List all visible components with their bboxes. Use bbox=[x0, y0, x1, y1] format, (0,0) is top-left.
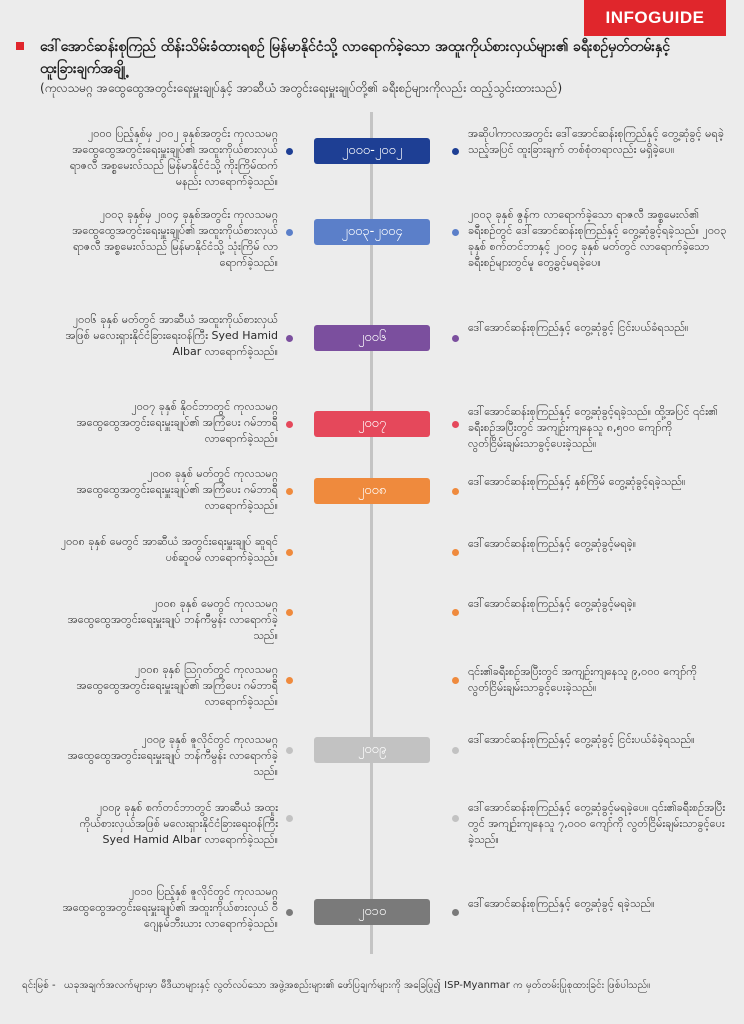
source-label: ရင်းမြစ် - bbox=[22, 980, 56, 991]
right-dot-marker bbox=[452, 488, 459, 495]
entry-visit-text: ၂၀၁၀ ပြည့်နှစ် ဇူလိုင်တွင် ကုလသမဂ္ဂ အထွေထွေအတွင်းရေးမှူးချုပ်၏ အထူးကိုယ်စားလှယ် ဝီဂျေနမ်ဘီးယား လာရောက်ခဲ့သည်။ bbox=[62, 885, 278, 930]
left-dot-marker bbox=[286, 815, 293, 822]
year-pill: ၂၀၀၈ bbox=[314, 478, 430, 504]
left-dot-marker bbox=[286, 609, 293, 616]
entry-visit-text: ၂၀၀၆ ခုနှစ် မတ်တွင် အာဆီယံ အထူးကိုယ်စားလှယ်အဖြစ် မလေးရှားနိုင်ငံခြားရေးဝန်ကြီး Syed Hamid Albar လာရောက်ခဲ့သည်။ bbox=[65, 313, 278, 358]
left-dot-marker bbox=[286, 747, 293, 754]
left-dot-marker bbox=[286, 677, 293, 684]
entry-visit-text: ၂၀၀၈ ခုနှစ် ဩဂုတ်တွင် ကုလသမဂ္ဂ အထွေထွေအတွင်းရေးမှူးချုပ်၏ အကြံပေး ဂမ်ဘာရီ လာရောက်ခဲ့သည်။ bbox=[76, 663, 278, 708]
entry-visit-text: ၂၀၀၈ ခုနှစ် မေတွင် အာဆီယံ အတွင်းရေးမှူးချုပ် ဆူရင်ပစ်ဆူဝမ် လာရောက်ခဲ့သည်။ bbox=[60, 535, 278, 564]
right-dot-marker bbox=[452, 335, 459, 342]
right-dot-marker bbox=[452, 549, 459, 556]
entry-visit-text: ၂၀၀၉ ခုနှစ် စက်တင်ဘာတွင် အာဆီယံ အထူးကိုယ်စားလှယ်အဖြစ် မလေးရှားနိုင်ငံခြားရေးဝန်ကြီး Syed Hamid Albar လာရောက်ခဲ့သည်။ bbox=[79, 801, 278, 846]
left-dot-marker bbox=[286, 488, 293, 495]
left-dot-marker bbox=[286, 421, 293, 428]
year-pill: ၂၀၀၆ bbox=[314, 325, 430, 351]
left-dot-marker bbox=[286, 148, 293, 155]
entry-outcome-text: ဒေါ်အောင်ဆန်းစုကြည်နှင့် တွေ့ဆုံခွင့် ရခဲ့သည်။ bbox=[468, 897, 655, 910]
year-pill: ၂၀၁၀ bbox=[314, 899, 430, 925]
page-subtitle: (ကုလသမဂ္ဂ အထွေထွေအတွင်းရေးမှူးချုပ်နှင့် အာဆီယံ အတွင်းရေးမှူးချုပ်တို့၏ ခရီးစဉ်များကိုလည်း ထည့်သွင်းထားသည်) bbox=[40, 81, 563, 95]
year-pill: ၂၀၀၉ bbox=[314, 737, 430, 763]
entry-visit-text: ၂၀၀၈ ခုနှစ် မေတွင် ကုလသမဂ္ဂ အထွေထွေအတွင်းရေးမှူးချုပ် ဘန်ကီမွန်း လာရောက်ခဲ့သည်။ bbox=[67, 597, 278, 642]
entry-outcome-text: ဒေါ်အောင်ဆန်းစုကြည်နှင့် တွေ့ဆုံခွင့်မရခဲ့။ bbox=[468, 597, 637, 610]
entry-outcome-text: ဒေါ်အောင်ဆန်းစုကြည်နှင့် တွေ့ဆုံခွင့်မရခဲ့ပေ။ ၎င်း၏ခရီးစဉ်အပြီးတွင် အကျဉ်းကျနေသူ ၇,၀၀၀ ကျော်ကို လွတ်ငြိမ်းချမ်းသာခွင့်ပေးခဲ့သည်။ bbox=[468, 801, 726, 846]
entry-visit-text: ၂၀၀၃ ခုနှစ်မှ ၂၀၀၄ ခုနှစ်အတွင်း ကုလသမဂ္ဂ အထွေထွေအတွင်းရေးမှူးချုပ်၏ အထူးကိုယ်စားလှယ် ရာဇလီ အစ္စမေးလ်သည် မြန်မာနိုင်ငံသို့ သုံးကြိမ် လာရောက်ခဲ့သည်။ bbox=[72, 208, 278, 269]
entry-visit-text: ၂၀၀၀ ပြည့်နှစ်မှ ၂၀၀၂ ခုနှစ်အတွင်း ကုလသမဂ္ဂ အထွေထွေအတွင်းရေးမှူးချုပ်၏ အထူးကိုယ်စားလှယ် ရာဇလီ အစ္စမေးလ်သည် မြန်မာနိုင်ငံသို့ ကိုးကြိမ်ထက်မနည်း လာရောက်ခဲ့သည်။ bbox=[69, 127, 278, 188]
title-bullet bbox=[16, 42, 24, 50]
entry-outcome-text: ဒေါ်အောင်ဆန်းစုကြည်နှင့် နှစ်ကြိမ် တွေ့ဆုံခွင့်ရခဲ့သည်။ bbox=[468, 475, 686, 488]
right-dot-marker bbox=[452, 421, 459, 428]
entry-visit-text: ၂၀၀၈ ခုနှစ် မတ်တွင် ကုလသမဂ္ဂ အထွေထွေအတွင်းရေးမှူးချုပ်၏ အကြံပေး ဂမ်ဘာရီ လာရောက်ခဲ့သည်။ bbox=[76, 467, 278, 512]
year-pill: ၂၀၀၀-၂၀၀၂ bbox=[314, 138, 430, 164]
source-text: ယခုအချက်အလက်များမှာ မီဒီယာများနှင့် လွတ်လပ်သော အဖွဲ့အစည်းများ၏ ဖော်ပြချက်များကို အခြေပြု၍ ISP-Myanmar က မှတ်တမ်းပြုစုထားခြင်း ဖြစ်ပါသည်။ bbox=[64, 980, 651, 991]
entry-visit-text: ၂၀၀၇ ခုနှစ် နိုဝင်ဘာတွင် ကုလသမဂ္ဂ အထွေထွေအတွင်းရေးမှူးချုပ်၏ အကြံပေး ဂမ်ဘာရီ လာရောက်ခဲ့သည်။ bbox=[76, 400, 278, 445]
left-dot-marker bbox=[286, 549, 293, 556]
entry-outcome-text: ၂၀၀၃ ခုနှစ် ဇွန်က လာရောက်ခဲ့သော ရာဇလီ အစ္စမေးလ်၏ ခရီးစဉ်တွင် ဒေါ်အောင်ဆန်းစုကြည်နှင့် တွေ့ဆုံခွင့်ရခဲ့သည်။ ၂၀၀၃ ခုနှစ် စက်တင်ဘာနှင့် ၂၀၀၄ ခုနှစ် မတ်တွင် လာရောက်ခဲ့သော ခရီးစဉ်များတွင်မူ တွေ့ခွင့်မရခဲ့ပေ။ bbox=[468, 208, 727, 269]
entry-outcome-text: ဒေါ်အောင်ဆန်းစုကြည်နှင့် တွေ့ဆုံခွင့်ရခဲ့သည်။ ထို့အပြင် ၎င်း၏ ခရီးစဉ်အပြီးတွင် အကျဉ်းကျနေသူ ၈,၅၀၀ ကျော်ကို လွတ်ငြိမ်းချမ်းသာခွင့်ပေးခဲ့သည်။ bbox=[468, 405, 718, 450]
year-pill: ၂၀၀၇ bbox=[314, 411, 430, 437]
right-dot-marker bbox=[452, 609, 459, 616]
infoguide-badge: INFOGUIDE bbox=[584, 0, 726, 36]
entry-outcome-text: အဆိုပါကာလအတွင်း ဒေါ်အောင်ဆန်းစုကြည်နှင့် တွေ့ဆုံခွင့် မရခဲ့သည့်အပြင် ထူးခြားချက် တစ်စုံတရာလည်း မရှိခဲ့ပေ။ bbox=[468, 127, 724, 156]
entry-outcome-text: ဒေါ်အောင်ဆန်းစုကြည်နှင့် တွေ့ဆုံခွင့်မရခဲ့။ bbox=[468, 537, 637, 550]
entry-visit-text: ၂၀၀၉ ခုနှစ် ဇူလိုင်တွင် ကုလသမဂ္ဂ အထွေထွေအတွင်းရေးမှူးချုပ် ဘန်ကီမွန်း လာရောက်ခဲ့သည်။ bbox=[67, 733, 278, 778]
right-dot-marker bbox=[452, 677, 459, 684]
left-dot-marker bbox=[286, 229, 293, 236]
right-dot-marker bbox=[452, 909, 459, 916]
page-title: ဒေါ်အောင်ဆန်းစုကြည် ထိန်းသိမ်းခံထားရစဉ် မြန်မာနိုင်ငံသို့ လာရောက်ခဲ့သော အထူးကိုယ်စားလှယ်များ၏ ခရီးစဉ်မှတ်တမ်းနှင့် ထူးခြားချက်အချို့ bbox=[40, 39, 670, 77]
right-dot-marker bbox=[452, 815, 459, 822]
year-pill: ၂၀၀၃-၂၀၀၄ bbox=[314, 219, 430, 245]
entry-outcome-text: ဒေါ်အောင်ဆန်းစုကြည်နှင့် တွေ့ဆုံခွင့် ငြင်းပယ်ခံရသည်။ bbox=[468, 321, 689, 334]
entry-outcome-text: ဒေါ်အောင်ဆန်းစုကြည်နှင့် တွေ့ဆုံခွင့် ငြင်းပယ်ခံခဲ့ရသည်။ bbox=[468, 733, 695, 746]
right-dot-marker bbox=[452, 148, 459, 155]
left-dot-marker bbox=[286, 909, 293, 916]
right-dot-marker bbox=[452, 747, 459, 754]
left-dot-marker bbox=[286, 335, 293, 342]
right-dot-marker bbox=[452, 229, 459, 236]
entry-outcome-text: ၎င်း၏ခရီးစဉ်အပြီးတွင် အကျဉ်းကျနေသူ ၉,၀၀၀ ကျော်ကို လွတ်ငြိမ်းချမ်းသာခွင့်ပေးခဲ့သည်။ bbox=[468, 665, 698, 694]
